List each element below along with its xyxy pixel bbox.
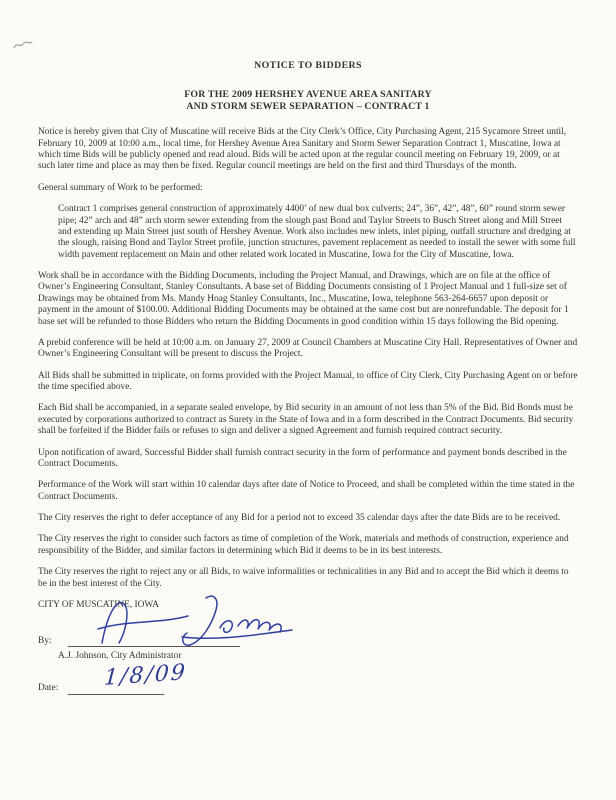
paragraph-defer-acceptance: The City reserves the right to defer acceptance of any Bid for a period not to exceed 35 calendar days after the date Bids are to be received. bbox=[38, 513, 561, 524]
signer-name-title: A.J. Johnson, City Administrator bbox=[58, 651, 182, 662]
document-title: NOTICE TO BIDDERS bbox=[254, 60, 362, 71]
paragraph-contract-security: Upon notification of award, Successful Bidder shall furnish contract security in the form of performance and payment bonds described in the Contract Documents. bbox=[38, 447, 567, 469]
summary-paragraph: Contract 1 comprises general construction of approximately 4400’ of new dual box culverts; 24”, 36”, 42”, 48”, 60” round storm sewer pipe; 42” arch and 48” arch storm sewer extending from the slough past Bond and Taylor Streets to Busch Street along and Mill Street and extending up Main Street just south of Hershey Avenue. Work also includes new inlets, inlet piping, outfall structure and dredging at the slough, raising Bond and Taylor Street profile, junction structures, pavement replacement as needed to install the sewer with some full width pavement replacement on Main and other related work located in Muscatine, Iowa for the City of Muscatine, Iowa. bbox=[58, 204, 576, 260]
paragraph-reject-bids: The City reserves the right to reject any or all Bids, to waive informalities or technicalities in any Bid and to accept the Bid which it deems to be in the best interest of the City. bbox=[38, 567, 569, 589]
intro-paragraph: Notice is hereby given that City of Muscatine will receive Bids at the City Clerk’s Office, City Purchasing Agent, 215 Sycamore Street until, February 10, 2009 at 10:00 a.m., local time, for Hershey Avenue Area Sanitary and Storm Sewer Separation Contract 1, Muscatine, Iowa at which time Bids will be publicly opened and read aloud. Bids will be acted upon at the regular council meeting on February 19, 2009, or at such later time and place as may then be fixed. Regular council meetings are held on the first and third Thursdays of the month. bbox=[38, 127, 567, 172]
paragraph-prebid-conference: A prebid conference will be held at 10:00 a.m. on January 27, 2009 at Council Chambers at Muscatine City Hall. Representatives of Owner and Owner’s Engineering Consultant will be present to discuss the Project. bbox=[38, 337, 578, 360]
summary-heading: General summary of Work to be performed: bbox=[38, 182, 203, 193]
paragraph-performance: Performance of the Work will start within 10 calendar days after date of Notice to Proceed, and shall be completed within the time stated in the Contract Documents. bbox=[38, 480, 575, 502]
date-row bbox=[38, 659, 578, 697]
signature-block bbox=[38, 600, 578, 697]
by-label: By: bbox=[38, 635, 52, 646]
scan-artifact-mark bbox=[12, 38, 34, 52]
document-subtitle bbox=[38, 89, 578, 113]
handwritten-date: 1/8/09 bbox=[103, 659, 188, 691]
signature-line bbox=[68, 635, 240, 647]
subtitle-line-2: AND STORM SEWER SEPARATION – CONTRACT 1 bbox=[186, 101, 430, 113]
date-label: Date: bbox=[38, 683, 59, 694]
by-signature-row bbox=[38, 635, 578, 648]
paragraph-bidding-documents: Work shall be in accordance with the Bidding Documents, including the Project Manual, and Drawings, which are on file at the office of Owner’s Engineering Consultant, Stanley Consultants. A base set of Bidding Documents consisting of 1 Project Manual and 1 full-size set of Drawings may be obtained from Ms. Mandy Hoag Stanley Consultants, Inc., Muscatine, Iowa, telephone 563-264-6657 upon deposit or payment in the amount of $100.00. Additional Bidding Documents may be obtained at the same cost but are nonrefundable. The deposit for 1 base set will be refunded to those Bidders who return the Bidding Documents in good condition within 15 days following the Bid opening. bbox=[38, 271, 569, 327]
paragraph-consider-factors: The City reserves the right to consider such factors as time of completion of the Work, materials and methods of construction, experience and responsibility of the Bidder, and similar factors in determining which Bid it deems to be in its best interests. bbox=[38, 534, 569, 556]
subtitle-line-1: FOR THE 2009 HERSHEY AVENUE AREA SANITARY bbox=[184, 88, 432, 100]
paragraph-bid-submission: All Bids shall be submitted in triplicate, on forms provided with the Project Manual, to office of City Clerk, City Purchasing Agent on or before the time specified above. bbox=[38, 370, 578, 393]
paragraph-bid-security: Each Bid shall be accompanied, in a separate sealed envelope, by Bid security in an amount of not less than 5% of the Bid. Bid Bonds must be executed by corporations authorized to contract as Surety in the State of Iowa and in a form described in the Contract Documents. Bid security shall be forfeited if the Bidder fails or refuses to sign and deliver a signed Agreement and furnish required contract security. bbox=[38, 403, 574, 437]
organization-name: CITY OF MUSCATINE, IOWA bbox=[38, 599, 160, 610]
